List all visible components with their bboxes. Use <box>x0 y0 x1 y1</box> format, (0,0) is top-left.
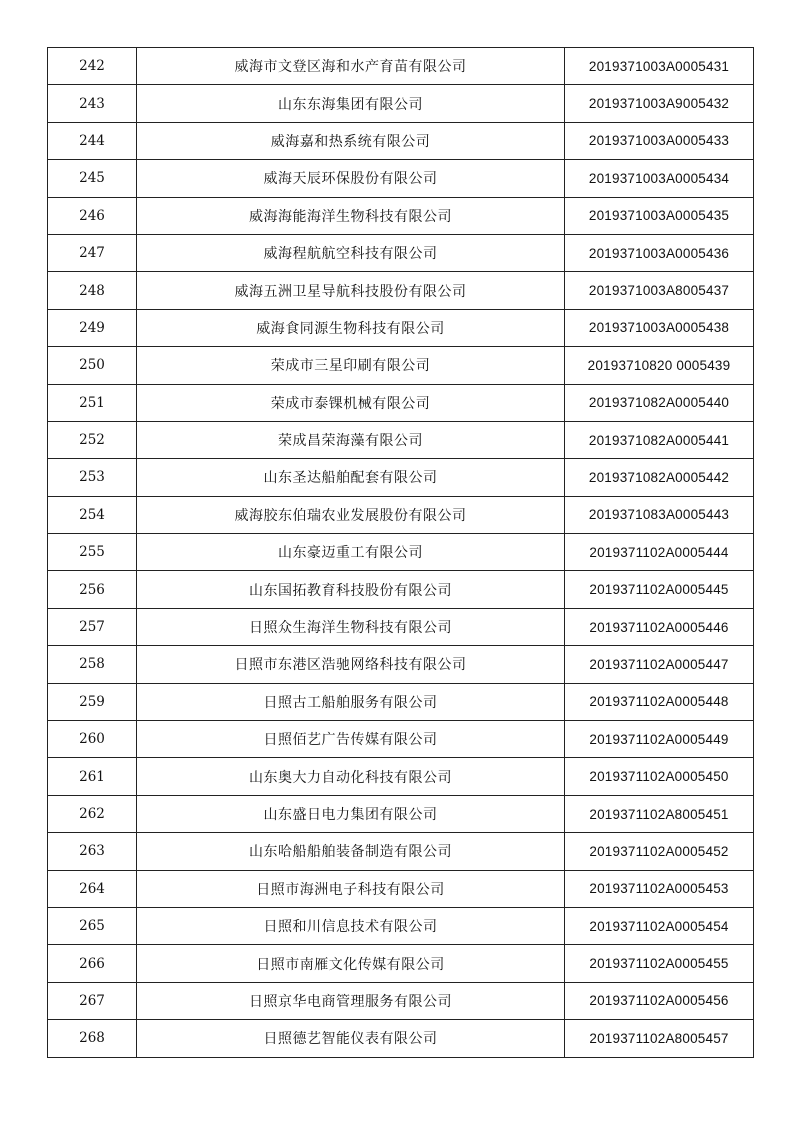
company-name: 山东盛日电力集团有限公司 <box>137 795 565 832</box>
company-name: 日照京华电商管理服务有限公司 <box>137 982 565 1019</box>
row-number: 250 <box>48 347 137 384</box>
row-number: 262 <box>48 795 137 832</box>
table-row <box>48 534 754 571</box>
row-number: 261 <box>48 758 137 795</box>
table-row <box>48 1020 754 1057</box>
table-row <box>48 945 754 982</box>
registration-code: 2019371102A0005454 <box>565 907 754 944</box>
company-name: 日照众生海洋生物科技有限公司 <box>137 608 565 645</box>
company-name: 山东国拓教育科技股份有限公司 <box>137 571 565 608</box>
table-row <box>48 721 754 758</box>
row-number: 260 <box>48 721 137 758</box>
table-row <box>48 571 754 608</box>
company-name: 山东哈船船舶装备制造有限公司 <box>137 833 565 870</box>
table-row <box>48 48 754 85</box>
registration-code: 2019371082A0005442 <box>565 459 754 496</box>
table-row <box>48 459 754 496</box>
company-name: 山东奥大力自动化科技有限公司 <box>137 758 565 795</box>
row-number: 258 <box>48 646 137 683</box>
row-number: 244 <box>48 122 137 159</box>
table-row <box>48 907 754 944</box>
table-row <box>48 758 754 795</box>
registration-code: 20193710820 0005439 <box>565 347 754 384</box>
registration-code: 2019371102A0005452 <box>565 833 754 870</box>
table-row <box>48 795 754 832</box>
table-row <box>48 608 754 645</box>
company-name: 荣成市泰锞机械有限公司 <box>137 384 565 421</box>
registration-code: 2019371102A8005457 <box>565 1020 754 1057</box>
company-name: 山东圣达船舶配套有限公司 <box>137 459 565 496</box>
company-name: 日照市海洲电子科技有限公司 <box>137 870 565 907</box>
registration-code: 2019371102A0005448 <box>565 683 754 720</box>
company-registry-table <box>47 47 754 1058</box>
row-number: 253 <box>48 459 137 496</box>
table-row <box>48 122 754 159</box>
table-body <box>48 48 754 1058</box>
row-number: 251 <box>48 384 137 421</box>
company-name: 日照德艺智能仪表有限公司 <box>137 1020 565 1057</box>
registration-code: 2019371102A0005446 <box>565 608 754 645</box>
row-number: 248 <box>48 272 137 309</box>
company-name: 荣成昌荣海藻有限公司 <box>137 421 565 458</box>
row-number: 255 <box>48 534 137 571</box>
table-row <box>48 160 754 197</box>
registration-code: 2019371102A0005449 <box>565 721 754 758</box>
row-number: 242 <box>48 48 137 85</box>
row-number: 243 <box>48 85 137 122</box>
table-row <box>48 309 754 346</box>
registration-code: 2019371102A0005447 <box>565 646 754 683</box>
company-name: 荣成市三星印刷有限公司 <box>137 347 565 384</box>
company-name: 日照市东港区浩驰网络科技有限公司 <box>137 646 565 683</box>
table-row <box>48 421 754 458</box>
registration-code: 2019371003A0005436 <box>565 234 754 271</box>
table-row <box>48 197 754 234</box>
row-number: 245 <box>48 160 137 197</box>
table-row <box>48 982 754 1019</box>
registration-code: 2019371102A0005453 <box>565 870 754 907</box>
row-number: 259 <box>48 683 137 720</box>
row-number: 268 <box>48 1020 137 1057</box>
registration-code: 2019371003A0005438 <box>565 309 754 346</box>
registration-code: 2019371003A8005437 <box>565 272 754 309</box>
table-row <box>48 272 754 309</box>
registration-code: 2019371003A0005434 <box>565 160 754 197</box>
row-number: 246 <box>48 197 137 234</box>
table-row <box>48 833 754 870</box>
table-row <box>48 347 754 384</box>
table-row <box>48 234 754 271</box>
row-number: 256 <box>48 571 137 608</box>
registration-code: 2019371003A0005435 <box>565 197 754 234</box>
table-row <box>48 646 754 683</box>
company-name: 威海市文登区海和水产育苗有限公司 <box>137 48 565 85</box>
registration-code: 2019371083A0005443 <box>565 496 754 533</box>
row-number: 247 <box>48 234 137 271</box>
table-row <box>48 85 754 122</box>
table-row <box>48 683 754 720</box>
row-number: 252 <box>48 421 137 458</box>
company-name: 日照和川信息技术有限公司 <box>137 907 565 944</box>
registration-code: 2019371102A8005451 <box>565 795 754 832</box>
registration-code: 2019371102A0005450 <box>565 758 754 795</box>
company-name: 威海食同源生物科技有限公司 <box>137 309 565 346</box>
company-name: 威海程航航空科技有限公司 <box>137 234 565 271</box>
row-number: 264 <box>48 870 137 907</box>
registration-code: 2019371102A0005455 <box>565 945 754 982</box>
company-name: 威海胶东伯瑞农业发展股份有限公司 <box>137 496 565 533</box>
registration-code: 2019371082A0005440 <box>565 384 754 421</box>
table-row <box>48 870 754 907</box>
registration-code: 2019371102A0005444 <box>565 534 754 571</box>
registration-code: 2019371102A0005456 <box>565 982 754 1019</box>
row-number: 266 <box>48 945 137 982</box>
row-number: 254 <box>48 496 137 533</box>
row-number: 267 <box>48 982 137 1019</box>
registration-code: 2019371003A9005432 <box>565 85 754 122</box>
registration-code: 2019371082A0005441 <box>565 421 754 458</box>
company-name: 威海嘉和热系统有限公司 <box>137 122 565 159</box>
company-name: 威海海能海洋生物科技有限公司 <box>137 197 565 234</box>
company-name: 威海天辰环保股份有限公司 <box>137 160 565 197</box>
registration-code: 2019371003A0005431 <box>565 48 754 85</box>
company-name: 威海五洲卫星导航科技股份有限公司 <box>137 272 565 309</box>
registration-code: 2019371003A0005433 <box>565 122 754 159</box>
company-name: 日照古工船舶服务有限公司 <box>137 683 565 720</box>
row-number: 265 <box>48 907 137 944</box>
row-number: 263 <box>48 833 137 870</box>
table-row <box>48 384 754 421</box>
company-name: 山东东海集团有限公司 <box>137 85 565 122</box>
registration-code: 2019371102A0005445 <box>565 571 754 608</box>
row-number: 249 <box>48 309 137 346</box>
company-name: 日照市南雁文化传媒有限公司 <box>137 945 565 982</box>
company-name: 山东豪迈重工有限公司 <box>137 534 565 571</box>
table-row <box>48 496 754 533</box>
row-number: 257 <box>48 608 137 645</box>
company-name: 日照佰艺广告传媒有限公司 <box>137 721 565 758</box>
